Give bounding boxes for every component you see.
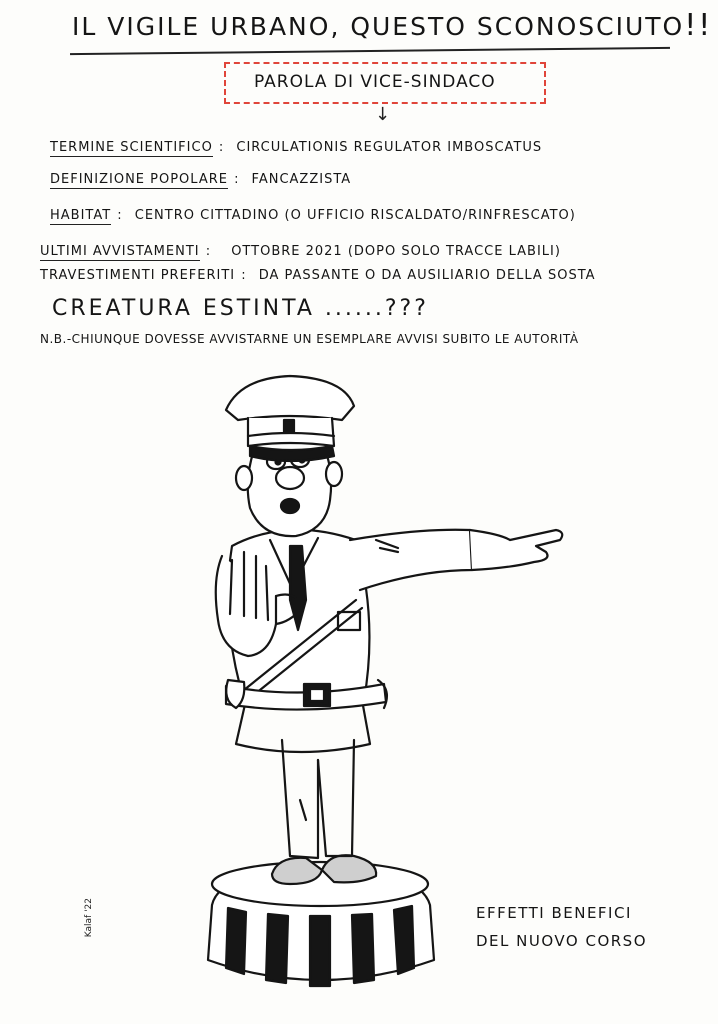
row-label: ULTIMI AVVISTAMENTI (40, 244, 200, 259)
row-value: CIRCULATIONIS REGULATOR IMBOSCATUS (236, 140, 543, 155)
row-sep: : (117, 208, 123, 223)
row-sep: : (234, 172, 240, 187)
row-sep: : (218, 140, 225, 155)
row-label: HABITAT (50, 208, 112, 223)
nb-note: N.B.-CHIUNQUE DOVESSE AVVISTARNE UN ESEMPLARE AVVISI SUBITO LE AUTORITÀ (40, 332, 579, 346)
credit-line-1: EFFETTI BENEFICI (476, 904, 632, 922)
title-text: IL VIGILE URBANO, QUESTO SCONOSCIUTO (72, 12, 685, 41)
credit-line-2: DEL NUOVO CORSO (476, 932, 647, 950)
row-value: DA PASSANTE O DA AUSILIARIO DELLA SOSTA (258, 268, 596, 283)
row-sep: : (241, 268, 247, 283)
row-value: FANCAZZISTA (251, 172, 352, 187)
artist-signature: Kalaf '22 (84, 898, 94, 938)
quote-text: PAROLA DI VICE-SINDACO (254, 72, 496, 92)
arrow-down-icon: ↓ (375, 104, 391, 125)
row-sep: : (205, 244, 212, 259)
row-label: TERMINE SCIENTIFICO (50, 140, 213, 155)
row-label: DEFINIZIONE POPOLARE (50, 172, 228, 187)
row-value: CENTRO CITTADINO (O UFFICIO RISCALDATO/RINFRESCATO) (134, 208, 576, 223)
row-label: TRAVESTIMENTI PREFERITI (40, 268, 236, 283)
extinct-line: CREATURA ESTINTA ......??? (52, 296, 429, 321)
row-value: OTTOBRE 2021 (DOPO SOLO TRACCE LABILI) (231, 244, 561, 259)
title-exclaim: !! (684, 8, 713, 43)
striped-pedestal (208, 862, 434, 986)
